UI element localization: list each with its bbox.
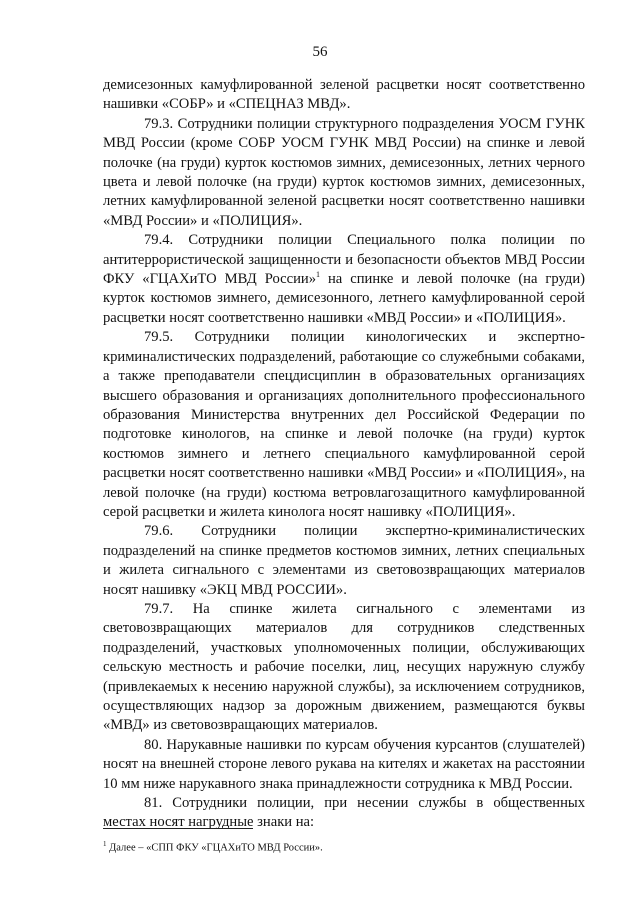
page-number: 56 [312,44,328,60]
footnote-mark: 1 [103,840,107,848]
body-text [103,76,585,833]
footnote-text: Далее – «СПП ФКУ «ГЦАХиТО МВД России». [106,842,323,854]
footnote-reference: 1 [316,270,321,280]
paragraph-79-6: 79.6. Сотрудники полиции экспертно-криминалистических подразделений на спинке предметов костюмов зимних, летних специальных и жилета сигнального с элементами из световозвращающих материалов носят нашивку «ЭКЦ МВД РОССИИ». [103,523,585,598]
paragraph-79-4-text-end: на спинке и левой полочке (на груди) курток костюмов зимнего, демисезонного, летнего камуфлированной серой расцветки носят соответственно нашивки «МВД России» и «ПОЛИЦИЯ». [103,271,585,326]
paragraph-79-4 [103,231,585,328]
paragraph-79-5: 79.5. Сотрудники полиции кинологических и экспертно-криминалистических подразделений, работающие со служебными собаками, а также преподаватели спецдисциплин в образовательных организациях высшего образования и организациях дополнительного профессионального образования Министерства внутренних дел Российской Федерации по подготовке кинологов, на спинке и левой полочке (на груди) курток костюмов зимнего и летнего специального камуфлированной серой расцветки носят соответственно нашивки «МВД России» и «ПОЛИЦИЯ», на левой полочке (на груди) костюма ветровлагозащитного камуфлированной серой расцветки и жилета кинолога носят нашивку «ПОЛИЦИЯ». [103,329,585,520]
paragraph-81: 81. Сотрудники полиции, при несении службы в общественных местах носят нагрудные знаки на: [103,795,585,831]
paragraph-79-7: 79.7. На спинке жилета сигнального с элементами из световозвращающих материалов для сотрудников следственных подразделений, участковых уполномоченных полиции, обслуживающих сельскую местность и рабочие поселки, лиц, несущих наружную службу (привлекаемых к несению наружной службы), за исключением сотрудников, осуществляющих надзор за дорожным движением, размещаются буквы «МВД» из световозвращающих материалов. [103,600,585,734]
paragraph-79-3: 79.3. Сотрудники полиции структурного подразделения УОСМ ГУНК МВД России (кроме СОБР УОСМ ГУНК МВД России) на спинке и левой полочке (на груди) курток костюмов зимних, демисезонных, летних черного цвета и левой полочке (на груди) курток костюмов зимних, демисезонных, летних камуфлированной зеленой расцветки носят соответственно нашивки «МВД России» и «ПОЛИЦИЯ». [103,115,585,229]
footnote-divider [103,828,253,829]
footnote [103,838,585,855]
paragraph-continuation: демисезонных камуфлированной зеленой расцветки носят соответственно нашивки «СОБР» и «СПЕЦНАЗ МВД». [103,77,585,113]
paragraph-80: 80. Нарукавные нашивки по курсам обучения курсантов (слушателей) носят на внешней стороне левого рукава на кителях и жакетах на расстоянии 10 мм ниже нарукавного знака принадлежности сотрудника к МВД России. [103,736,585,792]
paragraph-79-4-text-start: 79.4. Сотрудники полиции Специального полка полиции по антитеррористической защищенности и безопасности объектов МВД России ФКУ «ГЦАХиТО МВД России» [103,232,585,288]
